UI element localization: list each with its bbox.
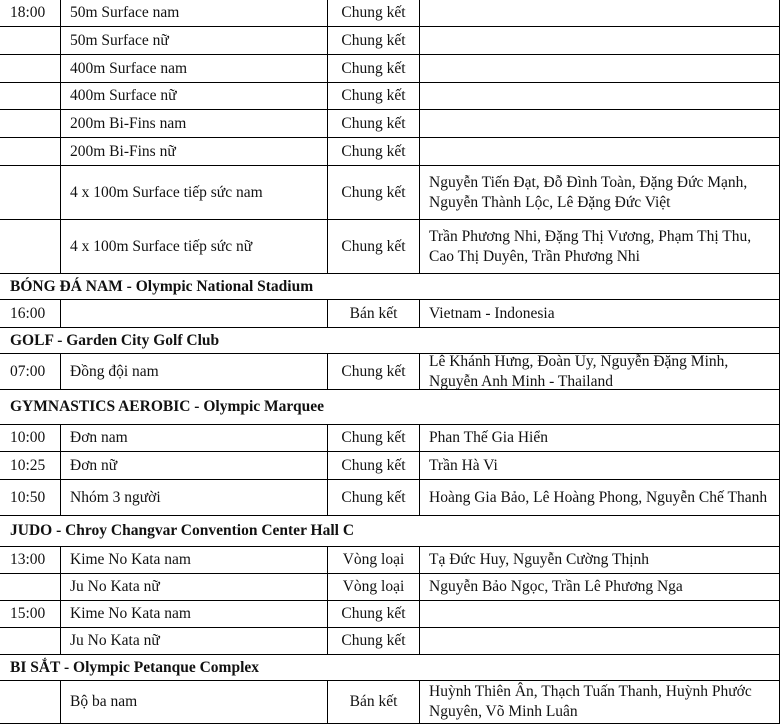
athletes-cell	[419, 166, 780, 219]
time-cell	[0, 480, 60, 515]
schedule-row	[0, 0, 780, 26]
time-cell	[0, 138, 60, 165]
round-cell-text: Chung kết	[341, 183, 406, 201]
section-title: GOLF - Garden City Golf Club	[0, 328, 780, 353]
round-cell	[327, 452, 419, 479]
event-cell-text: 4 x 100m Surface tiếp sức nam	[70, 183, 263, 201]
round-cell	[327, 574, 419, 600]
time-cell	[0, 220, 60, 273]
event-cell-text: Đơn nữ	[70, 456, 118, 474]
time-cell-text: 16:00	[10, 304, 46, 322]
event-cell-text: 200m Bi-Fins nam	[70, 114, 187, 132]
athletes-cell	[419, 300, 780, 327]
round-cell-text: Vòng loại	[342, 551, 405, 568]
round-cell-text: Chung kết	[341, 142, 406, 160]
time-cell	[0, 628, 60, 654]
time-cell	[0, 27, 60, 54]
round-cell	[327, 681, 419, 723]
event-cell-text: Đồng đội nam	[70, 362, 159, 380]
event-cell	[60, 681, 327, 723]
athletes-cell	[419, 574, 780, 600]
round-cell-text: Bán kết	[349, 304, 398, 322]
section-header-row	[0, 389, 780, 424]
round-cell	[327, 27, 419, 54]
event-cell	[60, 452, 327, 479]
schedule-row	[0, 165, 780, 219]
event-cell-text: 400m Surface nam	[70, 59, 188, 77]
time-cell	[0, 601, 60, 627]
athletes-cell	[419, 547, 780, 573]
time-cell	[0, 574, 60, 600]
time-cell-text: 13:00	[10, 551, 46, 568]
event-cell-text: 50m Surface nữ	[70, 31, 169, 49]
event-cell-text: 4 x 100m Surface tiếp sức nữ	[70, 237, 253, 255]
section-header-row	[0, 273, 780, 299]
round-cell	[327, 166, 419, 219]
event-cell-text: Kime No Kata nam	[70, 605, 191, 622]
time-cell	[0, 354, 60, 389]
section-title: JUDO - Chroy Changvar Convention Center Hall C	[0, 516, 780, 546]
athletes-cell-text: Trần Phương Nhi, Đặng Thị Vương, Phạm Thị Thu, Cao Thị Duyên, Trần Phương Nhi	[429, 227, 752, 265]
section-header-row	[0, 654, 780, 680]
round-cell-text: Bán kết	[349, 693, 398, 710]
round-cell-text: Chung kết	[341, 605, 406, 622]
event-cell	[60, 110, 327, 137]
event-cell	[60, 300, 327, 327]
schedule-row	[0, 299, 780, 327]
time-cell	[0, 55, 60, 82]
round-cell-text: Chung kết	[341, 488, 406, 506]
round-cell-text: Chung kết	[341, 632, 406, 649]
round-cell	[327, 547, 419, 573]
time-cell-text: 15:00	[10, 605, 46, 622]
event-cell	[60, 0, 327, 26]
time-cell-text: 10:50	[10, 488, 46, 506]
event-cell	[60, 425, 327, 451]
round-cell	[327, 601, 419, 627]
schedule-row	[0, 353, 780, 389]
athletes-cell	[419, 220, 780, 273]
athletes-cell-text: Trần Hà Vi	[429, 456, 498, 474]
round-cell	[327, 0, 419, 26]
athletes-cell	[419, 27, 780, 54]
section-title: BI SẮT - Olympic Petanque Complex	[0, 655, 780, 680]
athletes-cell-text: Huỳnh Thiên Ân, Thạch Tuấn Thanh, Huỳnh Phước Nguyên, Võ Minh Luân	[429, 683, 752, 720]
athletes-cell	[419, 628, 780, 654]
time-cell-text: 10:25	[10, 456, 46, 474]
round-cell	[327, 628, 419, 654]
round-cell	[327, 55, 419, 82]
time-cell	[0, 681, 60, 723]
athletes-cell-text: Nguyễn Bảo Ngọc, Trần Lê Phương Nga	[429, 578, 683, 595]
round-cell-text: Chung kết	[341, 456, 406, 474]
schedule-row	[0, 546, 780, 573]
round-cell-text: Vòng loại	[342, 578, 405, 595]
round-cell-text: Chung kết	[341, 87, 406, 104]
schedule-row	[0, 573, 780, 600]
schedule-row	[0, 479, 780, 515]
athletes-cell	[419, 138, 780, 165]
schedule-row	[0, 627, 780, 654]
event-cell	[60, 574, 327, 600]
event-cell	[60, 354, 327, 389]
event-cell	[60, 55, 327, 82]
round-cell	[327, 220, 419, 273]
event-cell	[60, 83, 327, 109]
schedule-row	[0, 26, 780, 54]
athletes-cell-text: Nguyễn Tiến Đạt, Đỗ Đình Toàn, Đặng Đức Mạnh, Nguyễn Thành Lộc, Lê Đặng Đức Việt	[429, 173, 748, 211]
athletes-cell-text: Tạ Đức Huy, Nguyễn Cường Thịnh	[429, 551, 650, 568]
section-header-row	[0, 327, 780, 353]
section-header-row	[0, 515, 780, 546]
event-cell	[60, 547, 327, 573]
round-cell	[327, 138, 419, 165]
schedule-row	[0, 82, 780, 109]
schedule-row	[0, 109, 780, 137]
round-cell-text: Chung kết	[341, 237, 406, 255]
schedule-row	[0, 219, 780, 273]
schedule-row	[0, 600, 780, 627]
event-cell-text: Ju No Kata nữ	[70, 632, 160, 649]
athletes-cell-text: Hoàng Gia Bảo, Lê Hoàng Phong, Nguyễn Chế Thanh	[429, 488, 768, 506]
schedule-row	[0, 137, 780, 165]
schedule-row	[0, 424, 780, 451]
event-cell	[60, 220, 327, 273]
event-cell	[60, 628, 327, 654]
round-cell	[327, 83, 419, 109]
time-cell	[0, 452, 60, 479]
event-cell-text: Nhóm 3 người	[70, 488, 161, 506]
round-cell	[327, 354, 419, 389]
section-title: BÓNG ĐÁ NAM - Olympic National Stadium	[0, 274, 780, 299]
event-cell	[60, 27, 327, 54]
event-cell-text: Ju No Kata nữ	[70, 578, 160, 595]
time-cell-text: 10:00	[10, 429, 46, 446]
event-cell-text: Bộ ba nam	[70, 693, 138, 710]
round-cell-text: Chung kết	[341, 429, 406, 446]
time-cell	[0, 0, 60, 26]
event-cell-text: Kime No Kata nam	[70, 551, 191, 568]
event-cell-text: Đơn nam	[70, 429, 128, 446]
time-cell-text: 18:00	[10, 4, 46, 21]
time-cell	[0, 300, 60, 327]
event-cell-text: 50m Surface nam	[70, 4, 180, 21]
round-cell	[327, 300, 419, 327]
round-cell	[327, 425, 419, 451]
athletes-cell	[419, 452, 780, 479]
event-cell	[60, 480, 327, 515]
round-cell-text: Chung kết	[341, 114, 406, 132]
athletes-cell	[419, 354, 780, 389]
time-cell	[0, 547, 60, 573]
athletes-cell-text: Lê Khánh Hưng, Đoàn Uy, Nguyễn Đặng Minh, Nguyễn Anh Minh - Thailand	[429, 354, 729, 389]
athletes-cell	[419, 601, 780, 627]
athletes-cell-text: Vietnam - Indonesia	[429, 304, 555, 322]
athletes-cell-text: Phan Thế Gia Hiển	[429, 429, 548, 446]
round-cell-text: Chung kết	[341, 4, 406, 21]
athletes-cell	[419, 55, 780, 82]
athletes-cell	[419, 480, 780, 515]
time-cell	[0, 83, 60, 109]
event-cell	[60, 166, 327, 219]
schedule-row	[0, 451, 780, 479]
round-cell-text: Chung kết	[341, 31, 406, 49]
athletes-cell	[419, 110, 780, 137]
athletes-cell	[419, 0, 780, 26]
section-title: GYMNASTICS AEROBIC - Olympic Marquee	[0, 390, 780, 424]
round-cell	[327, 480, 419, 515]
schedule-row	[0, 680, 780, 724]
athletes-cell	[419, 83, 780, 109]
time-cell	[0, 425, 60, 451]
time-cell	[0, 166, 60, 219]
event-cell	[60, 138, 327, 165]
event-cell-text: 400m Surface nữ	[70, 87, 177, 104]
schedule-row	[0, 54, 780, 82]
round-cell	[327, 110, 419, 137]
athletes-cell	[419, 425, 780, 451]
round-cell-text: Chung kết	[341, 362, 406, 380]
athletes-cell	[419, 681, 780, 723]
round-cell-text: Chung kết	[341, 59, 406, 77]
event-cell-text: 200m Bi-Fins nữ	[70, 142, 176, 160]
time-cell	[0, 110, 60, 137]
event-cell	[60, 601, 327, 627]
time-cell-text: 07:00	[10, 362, 46, 380]
